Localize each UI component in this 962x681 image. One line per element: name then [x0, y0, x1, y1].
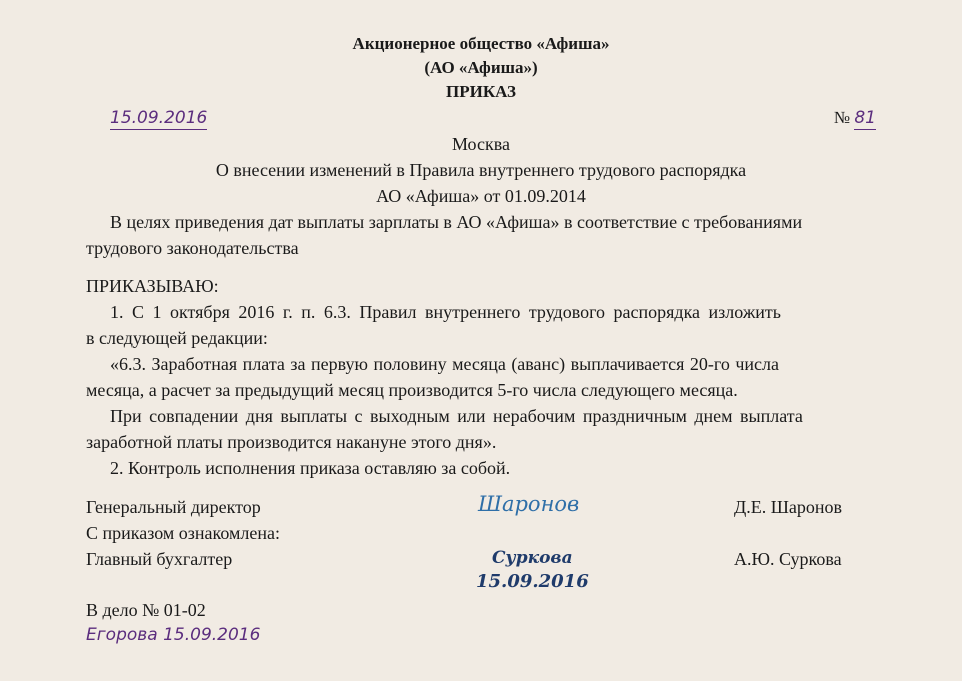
item-1-line-2: в следующей редакции:: [86, 328, 268, 348]
quote-2-line-2: заработной платы производится накануне этого дня».: [86, 432, 497, 452]
doc-type-title: ПРИКАЗ: [446, 82, 516, 101]
accountant-signature: Суркова: [492, 548, 573, 568]
order-number: [834, 108, 876, 128]
number-value: 81: [854, 108, 876, 128]
preamble-line-1: В целях приведения дат выплаты зарплаты в АО «Афиша» в соответствие с требованиями: [110, 212, 803, 232]
item-2: 2. Контроль исполнения приказа оставляю за собой.: [110, 458, 511, 478]
city: Москва: [452, 134, 510, 154]
order-date-value: 15.09.2016: [110, 108, 208, 128]
order-word: ПРИКАЗЫВАЮ:: [86, 276, 219, 296]
org-full-name: Акционерное общество «Афиша»: [352, 34, 610, 53]
acquainted-label: С приказом ознакомлена:: [86, 523, 280, 543]
subject-line-2: АО «Афиша» от 01.09.2014: [376, 186, 586, 206]
director-name: Д.Е. Шаронов: [734, 497, 843, 517]
item-1-line-1: 1. С 1 октября 2016 г. п. 6.3. Правил внутреннего трудового распорядка изложить: [110, 302, 781, 322]
director-title: Генеральный директор: [86, 497, 261, 517]
filed-by-note: Егорова 15.09.2016: [86, 625, 261, 645]
quote-1-line-1: «6.3. Заработная плата за первую половину месяца (аванс) выплачивается 20-го числа: [110, 354, 779, 374]
case-label: В дело № 01-02: [86, 600, 206, 620]
subject-line-1: О внесении изменений в Правила внутреннего трудового распорядка: [215, 160, 747, 180]
quote-2-line-1: При совпадении дня выплаты с выходным или нерабочим праздничным днем выплата: [110, 406, 803, 426]
accountant-title: Главный бухгалтер: [86, 549, 233, 569]
director-signature: Шаронов: [478, 492, 580, 516]
order-date: [110, 108, 207, 128]
quote-1-line-2: месяца, а расчет за предыдущий месяц производится 5-го числа следующего месяца.: [86, 380, 738, 400]
number-label: №: [833, 108, 851, 127]
accountant-name: А.Ю. Суркова: [734, 549, 842, 569]
preamble-line-2: трудового законодательства: [86, 238, 299, 258]
org-short-name: (АО «Афиша»): [424, 58, 538, 77]
accountant-sign-date: 15.09.2016: [476, 571, 589, 592]
